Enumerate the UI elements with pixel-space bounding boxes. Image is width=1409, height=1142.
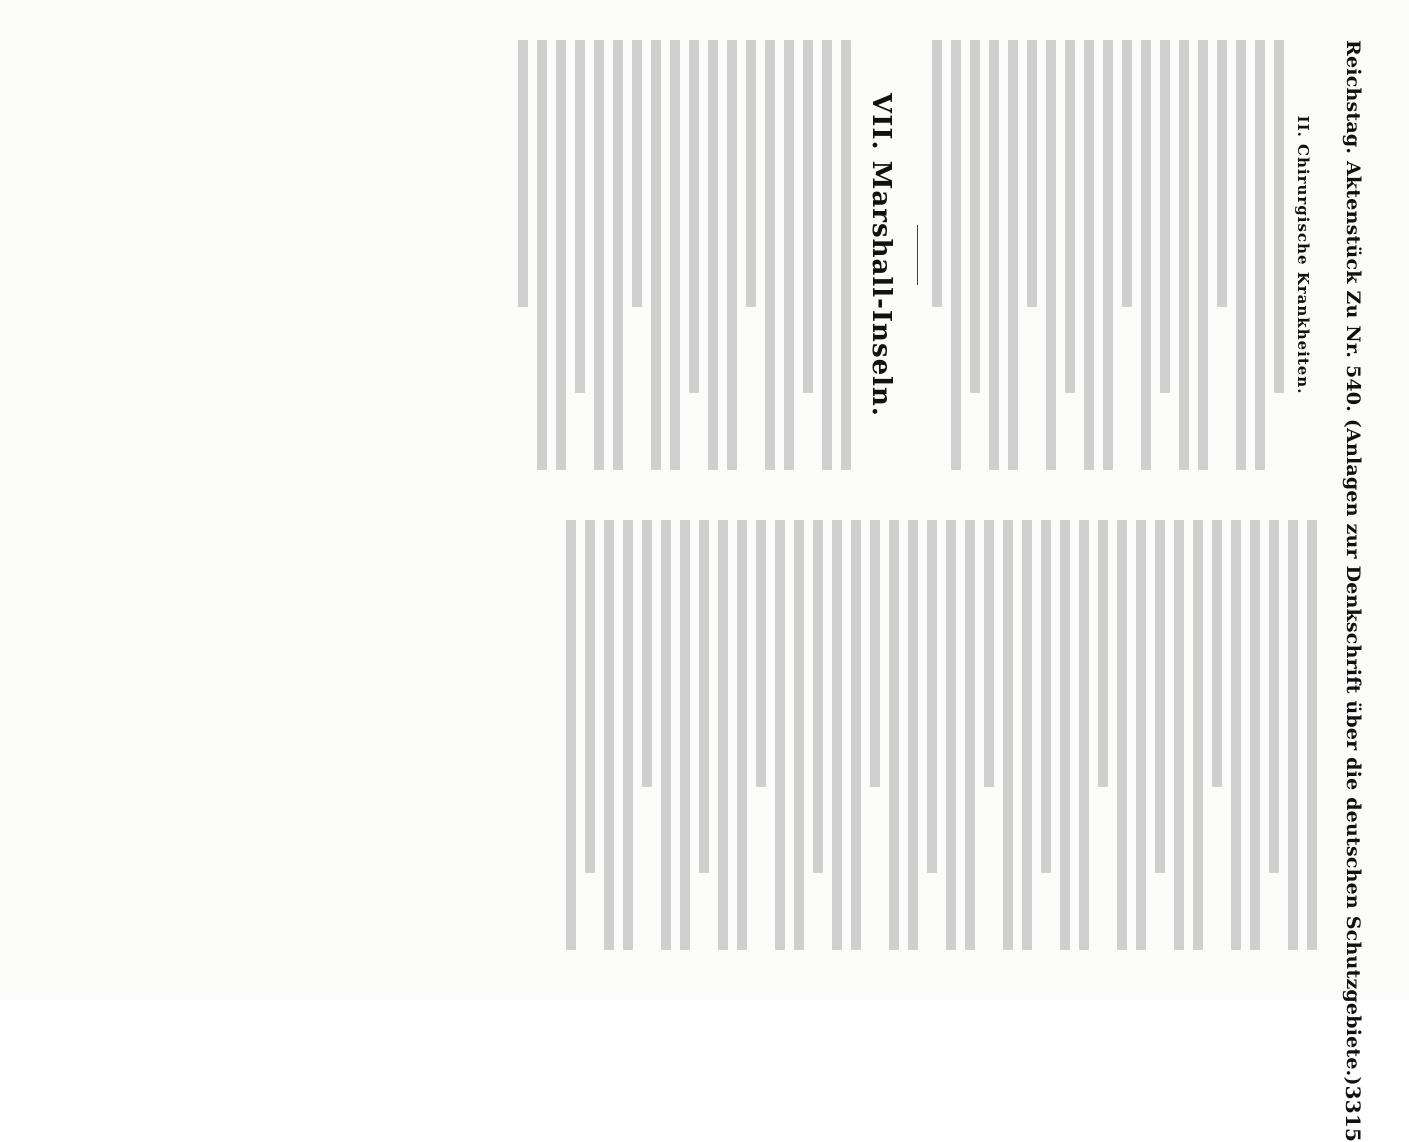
text-line [1155, 520, 1165, 873]
text-line [965, 520, 975, 950]
text-line [946, 520, 956, 950]
text-line [784, 40, 794, 470]
text-line [1066, 40, 1076, 393]
text-line [680, 520, 690, 950]
text-line [718, 520, 728, 950]
right-column [88, 520, 1323, 950]
text-line [1180, 40, 1190, 470]
text-line [604, 520, 614, 950]
text-line [1269, 520, 1279, 873]
text-line [1028, 40, 1038, 307]
left-text-block-2 [518, 40, 851, 470]
text-line [813, 520, 823, 873]
text-line [1256, 40, 1266, 470]
text-line [585, 520, 595, 873]
text-line [575, 40, 585, 393]
text-line [1193, 520, 1203, 950]
text-line [1161, 40, 1171, 393]
text-line [689, 40, 699, 393]
page-number: 3315 [1341, 1085, 1365, 1142]
text-line [1288, 520, 1298, 950]
page-title: Reichstag. Aktenstück Zu Nr. 540. (Anlagen zur Denkschrift über die deutschen Schutzgebiete.) [1342, 40, 1364, 1086]
text-line [1098, 520, 1108, 787]
text-line [699, 520, 709, 873]
text-line [708, 40, 718, 470]
text-line [1060, 520, 1070, 950]
text-line [927, 520, 937, 873]
text-line [851, 520, 861, 950]
text-line [1142, 40, 1152, 470]
text-line [794, 520, 804, 950]
text-line [889, 520, 899, 950]
text-line [623, 520, 633, 950]
text-line [566, 520, 576, 950]
text-line [1123, 40, 1133, 307]
text-line [803, 40, 813, 393]
text-line [1275, 40, 1285, 393]
text-line [556, 40, 566, 470]
text-line [822, 40, 832, 470]
text-line [1250, 520, 1260, 950]
text-line [661, 520, 671, 950]
section-heading: II. Chirurgische Krankheiten. [1294, 115, 1312, 395]
text-line [1218, 40, 1228, 307]
page-header [1333, 40, 1373, 1142]
text-line [1199, 40, 1209, 470]
text-line [870, 520, 880, 787]
text-line [1003, 520, 1013, 950]
text-line [765, 40, 775, 470]
text-line [746, 40, 756, 307]
text-line [651, 40, 661, 470]
text-line [1231, 520, 1241, 950]
left-column [88, 40, 1323, 470]
text-line [1307, 520, 1317, 950]
text-line [727, 40, 737, 470]
left-text-block-1 [933, 40, 1285, 470]
text-line [952, 40, 962, 470]
text-line [832, 520, 842, 950]
text-line [841, 40, 851, 470]
text-line [737, 520, 747, 950]
section-divider [918, 225, 919, 285]
text-line [1022, 520, 1032, 950]
text-line [756, 520, 766, 787]
text-line [1237, 40, 1247, 470]
text-line [1212, 520, 1222, 787]
text-line [1047, 40, 1057, 470]
text-line [908, 520, 918, 950]
text-line [775, 520, 785, 950]
text-line [613, 40, 623, 470]
text-line [990, 40, 1000, 470]
right-text-block [566, 520, 1317, 950]
text-line [537, 40, 547, 470]
text-line [642, 520, 652, 787]
text-line [1117, 520, 1127, 950]
text-line [933, 40, 943, 307]
text-line [1104, 40, 1114, 470]
text-line [1136, 520, 1146, 950]
text-line [1041, 520, 1051, 873]
text-line [518, 40, 528, 307]
text-line [1009, 40, 1019, 470]
text-line [1085, 40, 1095, 470]
text-line [1079, 520, 1089, 950]
text-line [594, 40, 604, 470]
text-line [984, 520, 994, 787]
text-line [1174, 520, 1184, 950]
text-line [632, 40, 642, 307]
text-line [670, 40, 680, 470]
main-heading: VII. Marshall-Inseln. [866, 93, 897, 417]
text-line [971, 40, 981, 393]
